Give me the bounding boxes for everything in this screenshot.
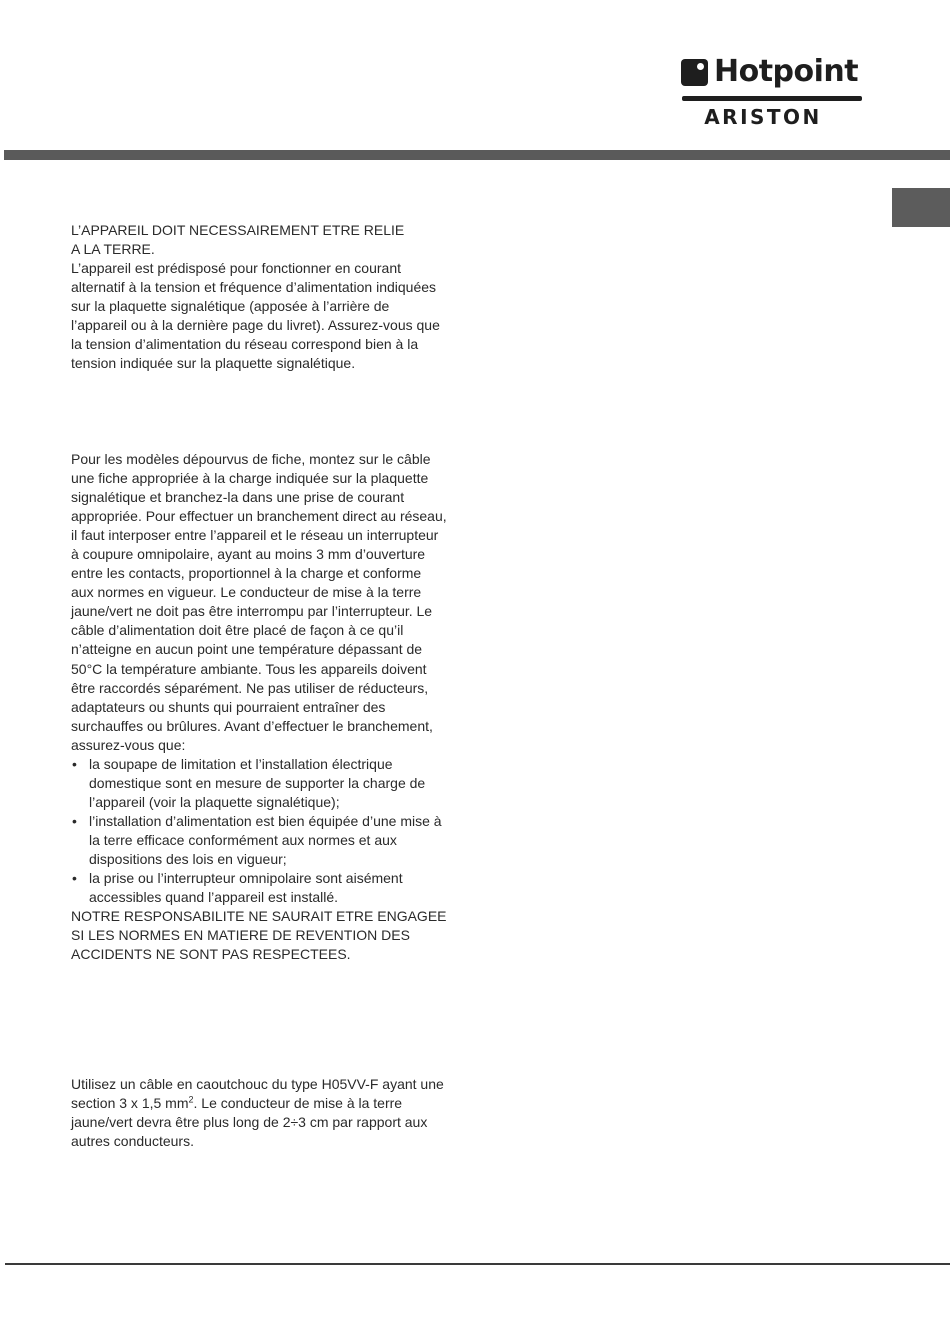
earthing-warning-line2: A LA TERRE. [71,241,155,258]
footer-rule [5,1263,950,1265]
connection-checklist [71,755,447,907]
list-item-text: l’installation d’alimentation est bien équipée d’une mise à la terre efficace conformément aux normes et aux dispositions des lois en vigueur; [89,812,442,867]
cable-text-part2: . Le conducteur de mise à la terre jaune/vert devra être plus long de 2÷3 cm par rapport aux autres conducteurs. [71,1095,428,1150]
header-bar [4,150,950,160]
bullet-icon: • [72,870,77,887]
logo-wordmark: Hotpoint [714,54,859,89]
list-item [71,812,447,869]
section-cable [71,1075,447,1151]
section-connection [71,450,447,964]
cable-superscript: 2 [188,1094,194,1105]
brand-logo [681,52,863,130]
list-item-text: la soupape de limitation et l’installation électrique domestique sont en mesure de supporter la charge de l’appareil (voir la plaquette signalétique); [89,755,426,810]
logo-subtitle: ARISTON [704,105,822,129]
cable-text-part1: Utilisez un câble en caoutchouc du type H05VV-F ayant une section 3 x 1,5 mm [71,1076,444,1112]
earthing-warning-line1: L’APPAREIL DOIT NECESSAIREMENT ETRE RELIE [71,222,405,238]
logo-top-row [681,52,858,92]
list-item-text: la prise ou l’interrupteur omnipolaire sont aisément accessibles quand l’appareil est installé. [89,870,403,906]
earthing-paragraph: L’appareil est prédisposé pour fonctionner en courant alternatif à la tension et fréquence d’alimentation indiquées sur la plaquette signalétique (apposée à l’arrière de l’appareil ou à la dernière page du livret). Assurez-vous que la tension d’alimentation du réseau correspond bien à la tension indiquée sur la plaquette signalétique. [71,260,440,372]
list-item [71,755,447,812]
list-item [71,869,447,907]
side-tab-marker [892,188,950,227]
connection-paragraph: Pour les modèles dépourvus de fiche, montez sur le câble une fiche appropriée à la charge indiquée sur la plaquette signalétique et branchez-la dans une prise de courant appropriée. Pour effectuer un branchement direct au réseau, il faut interposer entre l’appareil et le réseau un interrupteur à coupure omnipolaire, ayant au moins 3 mm d’ouverture entre les contacts, proportionnel à la charge et conforme aux normes en vigueur. Le conducteur de mise à la terre jaune/vert ne doit pas être interrompu par l’interrupteur. Le câble d’alimentation doit être placé de façon à ce qu’il n’atteigne en aucun point une température dépassant de 50°C la température ambiante. Tous les appareils doivent être raccordés séparément. Ne pas utiliser de réducteurs, adaptateurs ou shunts qui pourraient entraîner des surchauffes ou brûlures. Avant d’effectuer le branchement, assurez-vous que: [71,451,447,753]
section-earthing [71,221,447,373]
logo-square-icon [681,59,708,86]
bullet-icon: • [72,755,77,772]
logo-rule [682,96,862,101]
cable-paragraph [71,1075,447,1151]
bullet-icon: • [72,812,77,829]
liability-notice: NOTRE RESPONSABILITE NE SAURAIT ETRE ENGAGEE SI LES NORMES EN MATIERE DE REVENTION DES ACCIDENTS NE SONT PAS RESPECTEES. [71,908,447,963]
